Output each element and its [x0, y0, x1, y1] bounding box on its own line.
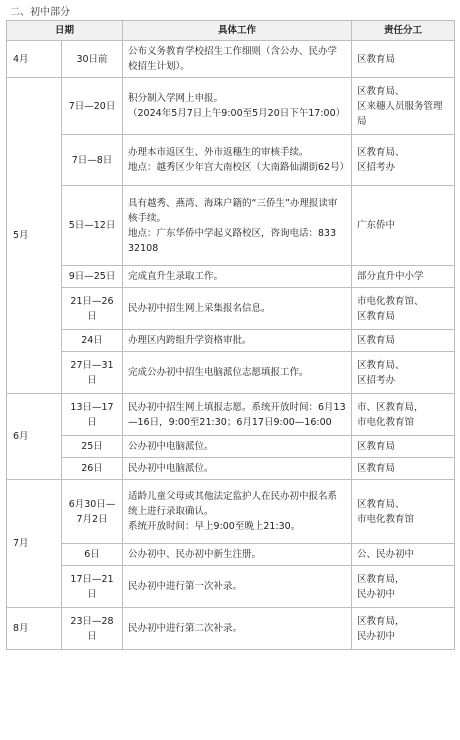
responsibility-text: 区教育局 — [357, 310, 396, 322]
responsibility-text: 部分直升中小学 — [357, 271, 424, 282]
table-row — [7, 608, 455, 650]
responsibility-text: 区教育局、 — [357, 147, 405, 158]
responsibility-cell — [352, 480, 455, 544]
work-text: 具有越秀、燕湾、海珠户籍的“三侨生”办理报读审核手续。 — [128, 197, 338, 224]
date-cell: 27日—31日 — [62, 352, 123, 394]
header-responsibility: 责任分工 — [352, 21, 455, 41]
work-cell — [123, 608, 352, 650]
work-text: 民办初中招生网上采集报名信息。 — [128, 303, 271, 314]
month-cell: 4月 — [7, 41, 62, 78]
table-row — [7, 288, 455, 330]
work-text: 公办初中电脑派位。 — [128, 441, 214, 452]
responsibility-text: 公、民办初中 — [357, 549, 415, 560]
month-cell: 5月 — [7, 78, 62, 394]
table-row — [7, 186, 455, 266]
responsibility-cell — [352, 436, 455, 458]
responsibility-text: 民办初中 — [357, 588, 396, 600]
work-text: 民办初中进行第二次补录。 — [128, 623, 243, 634]
work-cell — [123, 266, 352, 288]
work-text: 积分制入学网上申报。 — [128, 93, 224, 104]
table-row — [7, 135, 455, 186]
table-row — [7, 266, 455, 288]
responsibility-cell — [352, 544, 455, 566]
responsibility-cell — [352, 330, 455, 352]
header-work: 具体工作 — [123, 21, 352, 41]
work-text: 公布义务教育学校招生工作细则（含公办、民办学校招生计划）。 — [128, 46, 338, 72]
responsibility-cell — [352, 394, 455, 436]
responsibility-text: 区教育局， — [357, 573, 405, 585]
work-text: （2024年5月7日上午9:00至5月20日下午17:00） — [128, 108, 346, 119]
work-text: 地点：越秀区少年宫大南校区（大南路仙湖街62号） — [128, 162, 350, 173]
date-cell: 7日—20日 — [62, 78, 123, 135]
work-cell — [123, 544, 352, 566]
responsibility-cell — [352, 352, 455, 394]
table-row — [7, 566, 455, 608]
work-text: 完成直升生录取工作。 — [128, 271, 224, 282]
work-text: 民办初中招生网上填报志愿。系统开放时间：6月13—16日，9:00至21:30；6月17日9:00—16:00 — [128, 401, 346, 428]
date-cell: 9日—25日 — [62, 266, 123, 288]
table-header-row — [7, 21, 455, 41]
table-row — [7, 352, 455, 394]
work-text: 完成公办初中招生电脑派位志愿填报工作。 — [128, 367, 309, 378]
responsibility-text: 区教育局 — [357, 53, 396, 65]
responsibility-text: 区教育局、 — [357, 85, 405, 97]
work-cell — [123, 41, 352, 78]
responsibility-cell — [352, 186, 455, 266]
month-cell: 6月 — [7, 394, 62, 480]
table-row — [7, 436, 455, 458]
date-cell: 6日 — [62, 544, 123, 566]
work-text: 适龄儿童父母或其他法定监护人在民办初中报名系统上进行录取确认。 — [128, 491, 338, 517]
work-cell — [123, 394, 352, 436]
table-row — [7, 41, 455, 78]
responsibility-text: 区招考办 — [357, 162, 396, 173]
responsibility-text: 广东侨中 — [357, 220, 396, 231]
responsibility-text: 区教育局 — [357, 463, 396, 474]
responsibility-cell — [352, 566, 455, 608]
responsibility-text: 民办初中 — [357, 630, 396, 642]
responsibility-text: 市电化教育馆、 — [357, 295, 424, 307]
table-row — [7, 78, 455, 135]
work-text: 民办初中进行第一次补录。 — [128, 581, 243, 592]
date-cell: 17日—21日 — [62, 566, 123, 608]
work-text: 系统开放时间：早上9:00至晚上21:30。 — [128, 521, 301, 532]
responsibility-cell — [352, 41, 455, 78]
table-row — [7, 458, 455, 480]
date-cell: 23日—28日 — [62, 608, 123, 650]
table-row — [7, 394, 455, 436]
month-cell: 7月 — [7, 480, 62, 608]
responsibility-text: 区教育局 — [357, 335, 396, 346]
work-cell — [123, 436, 352, 458]
work-text: 地点：广东华侨中学起义路校区，咨询电话：833 32108 — [128, 227, 337, 254]
work-cell — [123, 135, 352, 186]
responsibility-cell — [352, 458, 455, 480]
work-cell — [123, 480, 352, 544]
date-cell: 21日—26日 — [62, 288, 123, 330]
table-row — [7, 330, 455, 352]
date-cell: 7日—8日 — [62, 135, 123, 186]
responsibility-cell — [352, 135, 455, 186]
responsibility-cell — [352, 266, 455, 288]
responsibility-text: 区来穗人员服务管理局 — [357, 100, 443, 127]
work-cell — [123, 186, 352, 266]
work-text: 办理区内跨组升学资格审批。 — [128, 335, 252, 346]
table-row — [7, 544, 455, 566]
work-cell — [123, 78, 352, 135]
date-cell: 24日 — [62, 330, 123, 352]
date-cell: 13日—17日 — [62, 394, 123, 436]
responsibility-text: 市、区教育局， — [357, 401, 424, 413]
date-cell: 26日 — [62, 458, 123, 480]
work-text: 公办初中、民办初中新生注册。 — [128, 549, 262, 560]
date-cell: 6月30日—7月2日 — [62, 480, 123, 544]
header-date: 日期 — [7, 21, 123, 41]
work-cell — [123, 566, 352, 608]
responsibility-text: 市电化教育馆 — [357, 416, 415, 428]
date-cell: 5日—12日 — [62, 186, 123, 266]
work-cell — [123, 458, 352, 480]
responsibility-text: 区教育局 — [357, 441, 396, 452]
table-row — [7, 480, 455, 544]
work-text: 民办初中电脑派位。 — [128, 463, 214, 474]
responsibility-cell — [352, 78, 455, 135]
responsibility-text: 市电化教育馆 — [357, 513, 415, 525]
responsibility-cell — [352, 608, 455, 650]
work-cell — [123, 288, 352, 330]
date-cell: 30日前 — [62, 41, 123, 78]
date-cell: 25日 — [62, 436, 123, 458]
enrollment-schedule-table — [6, 20, 455, 650]
responsibility-text: 区教育局， — [357, 615, 405, 627]
table-body — [7, 41, 455, 650]
work-cell — [123, 330, 352, 352]
responsibility-cell — [352, 288, 455, 330]
month-cell: 8月 — [7, 608, 62, 650]
work-cell — [123, 352, 352, 394]
responsibility-text: 区教育局、 — [357, 359, 405, 371]
responsibility-text: 区教育局、 — [357, 498, 405, 510]
work-text: 办理本市返区生、外市返穗生的审核手续。 — [128, 147, 309, 158]
responsibility-text: 区招考办 — [357, 374, 396, 386]
section-title: 二、初中部分 — [10, 7, 70, 18]
